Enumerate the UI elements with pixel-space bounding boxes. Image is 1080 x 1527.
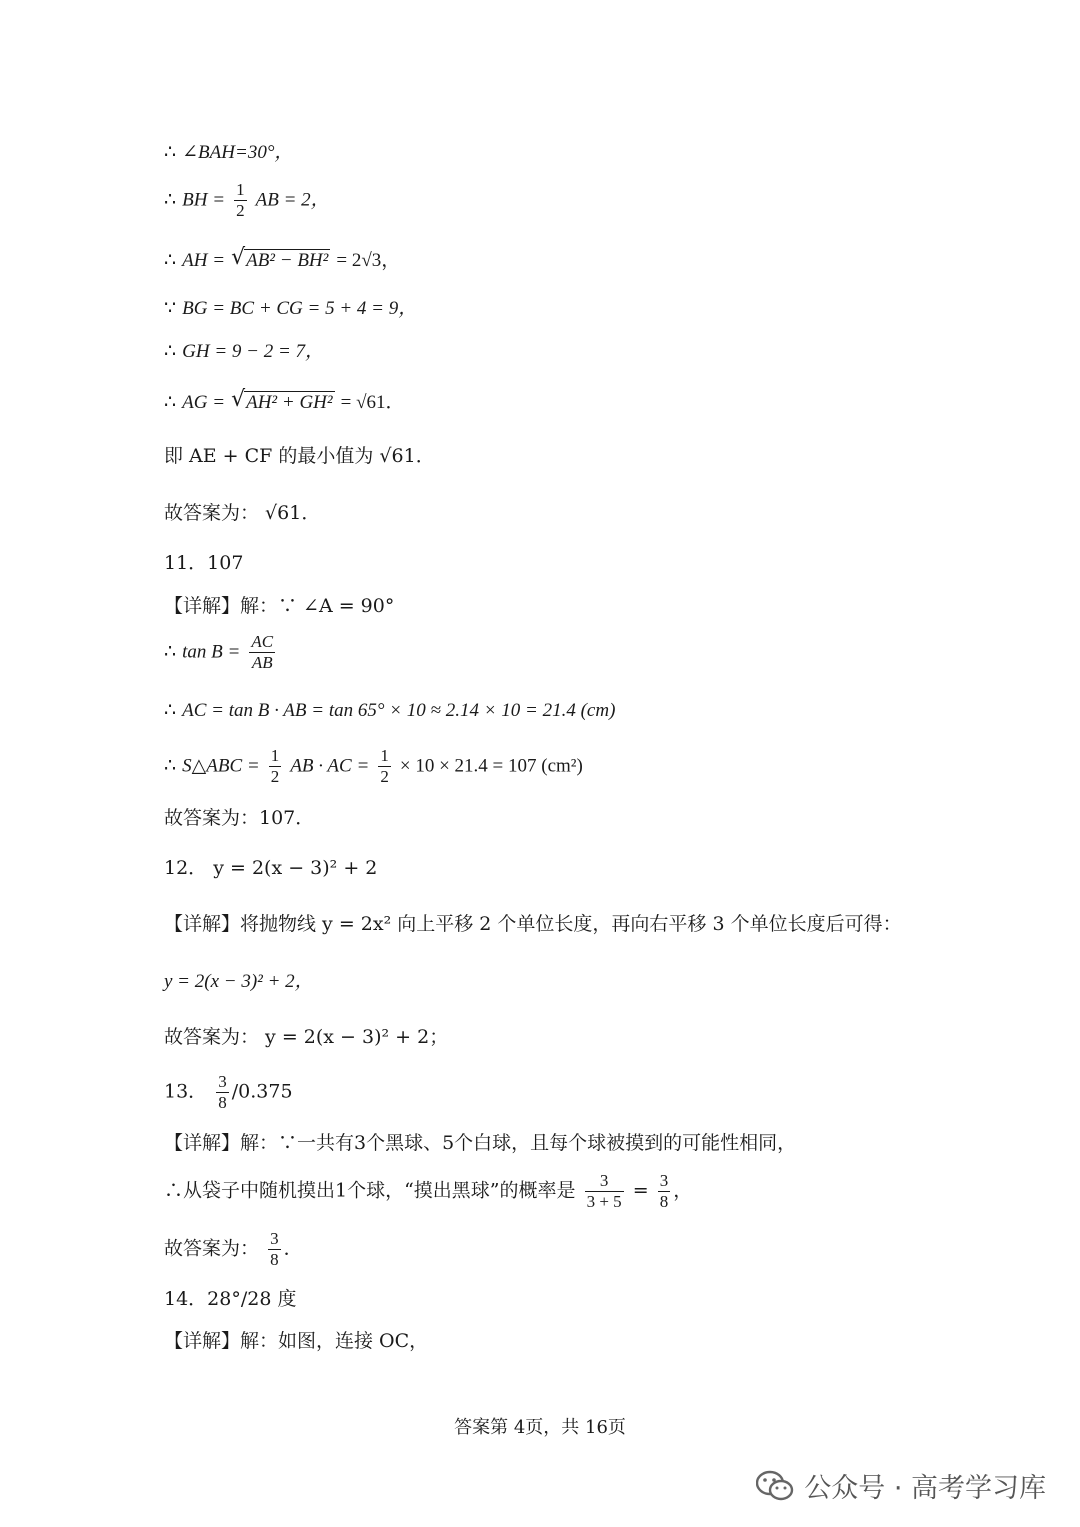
line-4 bbox=[164, 296, 417, 321]
line-14 bbox=[164, 912, 902, 936]
denominator: 2 bbox=[270, 767, 280, 786]
denominator: 8 bbox=[659, 1192, 669, 1211]
watermark bbox=[756, 1466, 1046, 1505]
numerator: 1 bbox=[380, 746, 389, 765]
math-text: ∠BAH=30°， bbox=[182, 142, 294, 163]
equals-sign: = bbox=[632, 1179, 649, 1202]
therefore-symbol: ∴ bbox=[164, 754, 177, 777]
line-6 bbox=[164, 390, 405, 415]
line-5 bbox=[164, 339, 324, 364]
punctuation: ， bbox=[673, 1179, 693, 1202]
answer-alt: /0.375 bbox=[231, 1080, 293, 1103]
answer-heading: 11．107 bbox=[164, 552, 244, 574]
square-root bbox=[231, 390, 334, 414]
line-8 bbox=[164, 501, 320, 525]
page-footer: 答案第 4页，共 16页 bbox=[454, 1417, 626, 1438]
fraction bbox=[216, 1072, 229, 1113]
math-text: AB · AC = bbox=[290, 755, 370, 777]
explanation-text: ∴从袋子中随机摸出1个球，“摸出黑球”的概率是 bbox=[164, 1179, 576, 1202]
fraction bbox=[249, 632, 275, 673]
line-2 bbox=[164, 180, 330, 221]
therefore-symbol: ∴ bbox=[164, 188, 177, 211]
denominator: 8 bbox=[218, 1093, 227, 1112]
fraction bbox=[378, 746, 391, 787]
question-12-answer bbox=[164, 856, 377, 880]
fraction bbox=[585, 1171, 624, 1212]
math-text: = 2√3， bbox=[336, 250, 401, 271]
therefore-symbol: ∴ bbox=[164, 249, 177, 271]
explanation-text: 【详解】解：∵一共有3个黑球、5个白球，且每个球被摸到的可能性相同， bbox=[164, 1132, 797, 1154]
punctuation: ． bbox=[283, 1237, 303, 1260]
numerator: 3 bbox=[270, 1229, 279, 1248]
numerator: 3 bbox=[218, 1072, 227, 1091]
therefore-symbol: ∴ bbox=[164, 340, 177, 362]
square-root bbox=[231, 248, 330, 272]
answer-text: 故答案为： y = 2(x − 3)² + 2； bbox=[164, 1026, 449, 1048]
answer-heading: 12． y = 2(x − 3)² + 2 bbox=[164, 857, 378, 879]
line-13 bbox=[164, 806, 314, 830]
explanation-text: 【详解】将抛物线 y = 2x² 向上平移 2 个单位长度，再向右平移 3 个单位长度后可得： bbox=[164, 913, 902, 935]
math-text: S△ABC = bbox=[182, 755, 260, 777]
line-15 bbox=[164, 969, 314, 994]
radicand: AB² − BH² bbox=[246, 250, 329, 271]
line-3 bbox=[164, 248, 400, 273]
question-number: 13． bbox=[164, 1080, 208, 1103]
line-10 bbox=[164, 632, 278, 673]
math-text: GH = 9 − 2 = 7， bbox=[182, 341, 325, 362]
fraction bbox=[658, 1171, 671, 1212]
line-1 bbox=[164, 140, 293, 165]
math-text: AC = tan B · AB = tan 65° × 10 ≈ 2.14 × 10 = 21.4 (cm) bbox=[182, 700, 616, 721]
numerator: 3 bbox=[659, 1171, 669, 1190]
line-17 bbox=[164, 1131, 796, 1155]
therefore-symbol: ∴ bbox=[164, 699, 177, 721]
denominator: 8 bbox=[270, 1250, 279, 1269]
math-text: BH = bbox=[182, 189, 226, 211]
watermark-label: 公众号 · 高考学习库 bbox=[804, 1473, 1046, 1504]
numerator: AC bbox=[251, 632, 274, 651]
because-symbol: ∵ bbox=[164, 297, 177, 319]
explanation-text: 【详解】解：∵ ∠A = 90° bbox=[164, 595, 395, 617]
question-14-answer bbox=[164, 1287, 296, 1311]
denominator: 3 + 5 bbox=[586, 1192, 622, 1211]
question-13-answer bbox=[164, 1072, 293, 1113]
text: 即 AE + CF 的最小值为 √61． bbox=[164, 445, 435, 467]
answer-text: 故答案为：107． bbox=[164, 807, 315, 829]
answer-text: 故答案为： bbox=[164, 1237, 260, 1260]
explanation-text: 【详解】解：如图，连接 OC， bbox=[164, 1330, 429, 1352]
line-19 bbox=[164, 1229, 303, 1270]
fraction bbox=[268, 1229, 281, 1270]
line-11 bbox=[164, 698, 615, 723]
radicand: AH² + GH² bbox=[246, 392, 333, 413]
fraction bbox=[269, 746, 282, 787]
math-text: BG = BC + CG = 5 + 4 = 9， bbox=[182, 298, 418, 319]
line-20 bbox=[164, 1329, 428, 1353]
numerator: 3 bbox=[585, 1171, 624, 1192]
question-11-answer bbox=[164, 551, 243, 575]
math-text: AH = bbox=[182, 250, 226, 271]
numerator: 1 bbox=[270, 746, 280, 765]
math-text: AB = 2， bbox=[255, 189, 330, 211]
line-7 bbox=[164, 444, 435, 468]
numerator: 1 bbox=[236, 180, 245, 199]
therefore-symbol: ∴ bbox=[164, 640, 177, 663]
math-text: × 10 × 21.4 = 107 (cm²) bbox=[399, 755, 583, 777]
math-text: = √61． bbox=[340, 392, 405, 413]
denominator: AB bbox=[251, 653, 273, 672]
line-9 bbox=[164, 594, 394, 618]
therefore-symbol: ∴ bbox=[164, 141, 177, 163]
line-18 bbox=[164, 1171, 692, 1212]
math-text: AG = bbox=[182, 392, 226, 413]
denominator: 2 bbox=[380, 767, 389, 786]
line-16 bbox=[164, 1025, 448, 1049]
therefore-symbol: ∴ bbox=[164, 391, 177, 413]
fraction bbox=[234, 180, 247, 221]
math-text: tan B = bbox=[182, 641, 241, 663]
answer-text: 故答案为： √61． bbox=[164, 502, 321, 524]
math-text: y = 2(x − 3)² + 2， bbox=[164, 971, 314, 992]
answer-heading: 14．28°/28 度 bbox=[164, 1288, 297, 1310]
line-12 bbox=[164, 746, 583, 787]
denominator: 2 bbox=[236, 201, 245, 220]
wechat-icon bbox=[756, 1470, 794, 1502]
